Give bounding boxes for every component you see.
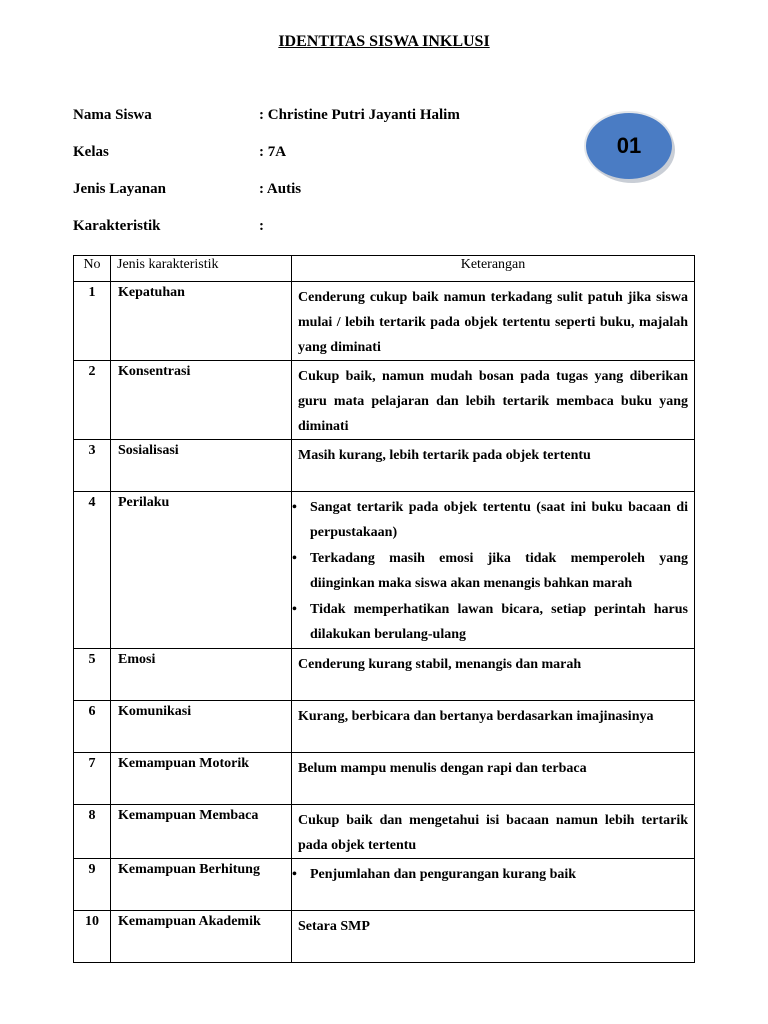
identity-value: :	[259, 218, 264, 234]
document-title: IDENTITAS SISWA INKLUSI	[278, 33, 490, 50]
cell-no: 1	[74, 282, 111, 361]
cell-jenis: Kemampuan Membaca	[111, 805, 292, 859]
cell-keterangan: Belum mampu menulis dengan rapi dan terbaca	[292, 753, 695, 805]
identity-value: : Christine Putri Jayanti Halim	[259, 107, 460, 123]
cell-keterangan: Cukup baik, namun mudah bosan pada tugas yang diberikan guru mata pelajaran dan lebih tertarik membaca buku yang diminati	[292, 361, 695, 440]
bullet-item: • Terkadang masih emosi jika tidak memperoleh yang diinginkan maka siswa akan menangis bahkan marah	[298, 546, 688, 596]
bullet-list	[298, 862, 688, 887]
cell-no: 10	[74, 911, 111, 963]
header-jenis: Jenis karakteristik	[111, 256, 292, 282]
cell-keterangan: Cenderung kurang stabil, menangis dan marah	[292, 649, 695, 701]
table-row	[74, 282, 695, 361]
cell-keterangan	[292, 492, 695, 649]
table-row	[74, 805, 695, 859]
cell-no: 6	[74, 701, 111, 753]
bullet-item: • Tidak memperhatikan lawan bicara, setiap perintah harus dilakukan berulang-ulang	[298, 597, 688, 647]
identity-row-kelas	[73, 144, 286, 161]
identity-label: Nama Siswa	[73, 107, 152, 123]
cell-no: 9	[74, 859, 111, 911]
cell-jenis: Kemampuan Akademik	[111, 911, 292, 963]
table-row	[74, 859, 695, 911]
cell-keterangan: Masih kurang, lebih tertarik pada objek tertentu	[292, 440, 695, 492]
bullet-list	[298, 495, 688, 647]
cell-jenis: Kemampuan Motorik	[111, 753, 292, 805]
bullet-item: • Sangat tertarik pada objek tertentu (saat ini buku bacaan di perpustakaan)	[298, 495, 688, 545]
cell-no: 2	[74, 361, 111, 440]
identity-row-layanan	[73, 181, 301, 198]
cell-keterangan: Setara SMP	[292, 911, 695, 963]
cell-jenis: Konsentrasi	[111, 361, 292, 440]
identity-row-nama	[73, 107, 460, 124]
cell-no: 5	[74, 649, 111, 701]
bullet-item: • Penjumlahan dan pengurangan kurang baik	[298, 862, 688, 887]
characteristics-table	[73, 255, 695, 963]
table-row	[74, 440, 695, 492]
header-keterangan: Keterangan	[292, 256, 695, 282]
cell-jenis: Emosi	[111, 649, 292, 701]
identity-row-karakteristik	[73, 218, 264, 235]
table-row	[74, 361, 695, 440]
table-row	[74, 701, 695, 753]
table-row	[74, 492, 695, 649]
cell-jenis: Komunikasi	[111, 701, 292, 753]
identity-value: : 7A	[259, 144, 287, 160]
cell-jenis: Kemampuan Berhitung	[111, 859, 292, 911]
table-header-row	[74, 256, 695, 282]
table-row	[74, 911, 695, 963]
cell-jenis: Kepatuhan	[111, 282, 292, 361]
identity-label: Karakteristik	[73, 218, 161, 234]
cell-keterangan: Cenderung cukup baik namun terkadang sulit patuh jika siswa mulai / lebih tertarik pada objek tertentu seperti buku, majalah yang diminati	[292, 282, 695, 361]
cell-keterangan	[292, 859, 695, 911]
cell-keterangan: Cukup baik dan mengetahui isi bacaan namun lebih tertarik pada objek tertentu	[292, 805, 695, 859]
identity-label: Jenis Layanan	[73, 181, 166, 197]
cell-no: 4	[74, 492, 111, 649]
identity-label: Kelas	[73, 144, 109, 160]
number-badge: 01	[586, 113, 672, 179]
cell-no: 3	[74, 440, 111, 492]
header-no: No	[74, 256, 111, 282]
cell-keterangan: Kurang, berbicara dan bertanya berdasarkan imajinasinya	[292, 701, 695, 753]
cell-jenis: Perilaku	[111, 492, 292, 649]
table-row	[74, 649, 695, 701]
identity-value: : Autis	[259, 181, 302, 197]
table-row	[74, 753, 695, 805]
cell-no: 8	[74, 805, 111, 859]
cell-jenis: Sosialisasi	[111, 440, 292, 492]
cell-no: 7	[74, 753, 111, 805]
